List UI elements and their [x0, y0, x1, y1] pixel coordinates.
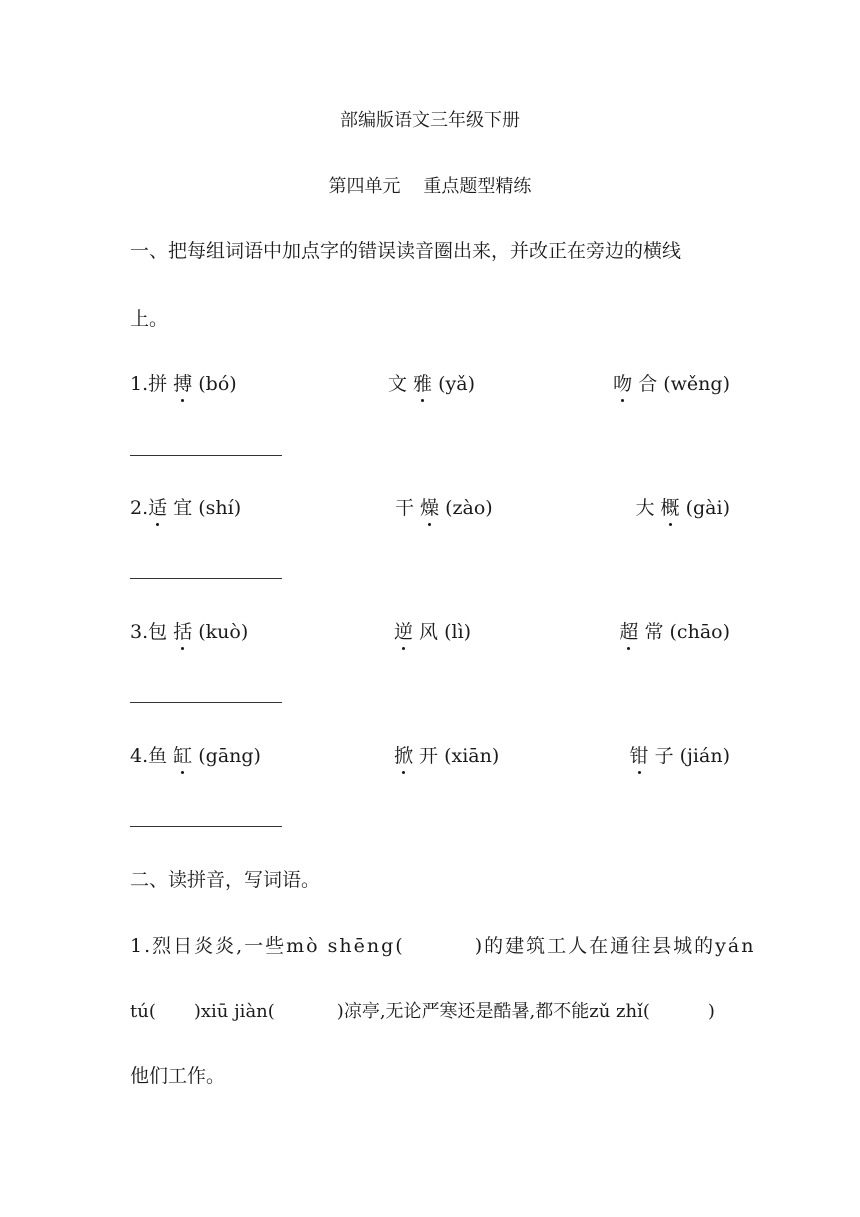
- question-row-4: [130, 741, 730, 769]
- answer-blank-line[interactable]: [130, 826, 282, 827]
- question-number: 3.: [130, 621, 149, 643]
- pinyin-text: (shí): [192, 497, 242, 519]
- word-item: [130, 617, 248, 644]
- word-item: [394, 617, 471, 644]
- sentence-text: )凉亭,无论严寒还是酷暑,都不能zǔ zhǐ(: [336, 1001, 650, 1022]
- word-item: [130, 741, 261, 768]
- page-title: 部编版语文三年级下册: [340, 110, 520, 131]
- word-item: [619, 617, 730, 644]
- word-item: [130, 493, 241, 520]
- sentence-text: )xiū jiàn(: [193, 1001, 275, 1022]
- word-char: 子: [648, 745, 674, 767]
- dotted-char: 括: [173, 617, 192, 644]
- word-char: 包: [148, 621, 174, 643]
- sentence-text: ): [707, 1001, 715, 1022]
- word-item: [388, 369, 475, 396]
- pinyin-text: (zào): [439, 497, 493, 519]
- answer-blank-line[interactable]: [130, 702, 282, 703]
- answer-blank-line[interactable]: [130, 455, 282, 456]
- pinyin-text: (gài): [679, 497, 730, 519]
- word-char: 文: [388, 373, 414, 395]
- word-item: [394, 741, 499, 768]
- word-item: [630, 741, 730, 768]
- word-char: 大: [635, 497, 661, 519]
- pinyin-text: (gāng): [192, 745, 261, 767]
- section2-line2: [130, 997, 735, 1023]
- word-item: [636, 493, 731, 520]
- section2-instruction: 二、读拼音，写词语。: [130, 869, 321, 891]
- word-char: 常: [638, 621, 664, 643]
- word-char: 开: [413, 745, 439, 767]
- word-char: 合: [632, 373, 658, 395]
- page-subtitle: 第四单元 重点题型精练: [328, 176, 532, 197]
- dotted-char: 适: [148, 493, 167, 520]
- sentence-text: )的建筑工人在通往县城的yán: [474, 935, 756, 957]
- word-char: 干: [395, 497, 421, 519]
- section2-line3: 他们工作。: [130, 1065, 226, 1087]
- question-number: 2.: [130, 497, 149, 519]
- dotted-char: 搏: [173, 369, 192, 396]
- pinyin-text: (lì): [438, 621, 472, 643]
- pinyin-text: (wěng): [657, 373, 730, 395]
- answer-blank-line[interactable]: [130, 578, 282, 579]
- dotted-char: 逆: [394, 617, 413, 644]
- pinyin-text: (kuò): [192, 621, 249, 643]
- dotted-char: 超: [619, 617, 638, 644]
- dotted-char: 缸: [173, 741, 192, 768]
- dotted-char: 雅: [413, 369, 432, 396]
- section1-instruction-line2: 上。: [130, 308, 169, 330]
- question-number: 1.: [130, 373, 149, 395]
- word-char: 宜: [167, 497, 193, 519]
- pinyin-text: (bó): [192, 373, 237, 395]
- sentence-text: tú(: [130, 1001, 156, 1022]
- section2-line1: [130, 931, 756, 958]
- dotted-char: 概: [661, 493, 680, 520]
- question-number: 4.: [130, 745, 149, 767]
- pinyin-text: (yǎ): [432, 373, 475, 395]
- word-char: 鱼: [148, 745, 174, 767]
- question-row-1: [130, 369, 730, 397]
- word-char: 风: [413, 621, 439, 643]
- question-row-2: [130, 493, 730, 521]
- sentence-text: 1.烈日炎炎,一些mò shēng(: [130, 935, 405, 957]
- word-item: [613, 369, 730, 396]
- dotted-char: 燥: [420, 493, 439, 520]
- dotted-char: 吻: [613, 369, 632, 396]
- pinyin-text: (chāo): [663, 621, 730, 643]
- question-row-3: [130, 617, 730, 645]
- word-item: [395, 493, 493, 520]
- section1-instruction-line1: 一、把每组词语中加点字的错误读音圈出来，并改正在旁边的横线: [130, 240, 682, 262]
- word-char: 拼: [148, 373, 174, 395]
- word-item: [130, 369, 237, 396]
- pinyin-text: (jián): [673, 745, 730, 767]
- dotted-char: 掀: [394, 741, 413, 768]
- dotted-char: 钳: [630, 741, 649, 768]
- pinyin-text: (xiān): [438, 745, 500, 767]
